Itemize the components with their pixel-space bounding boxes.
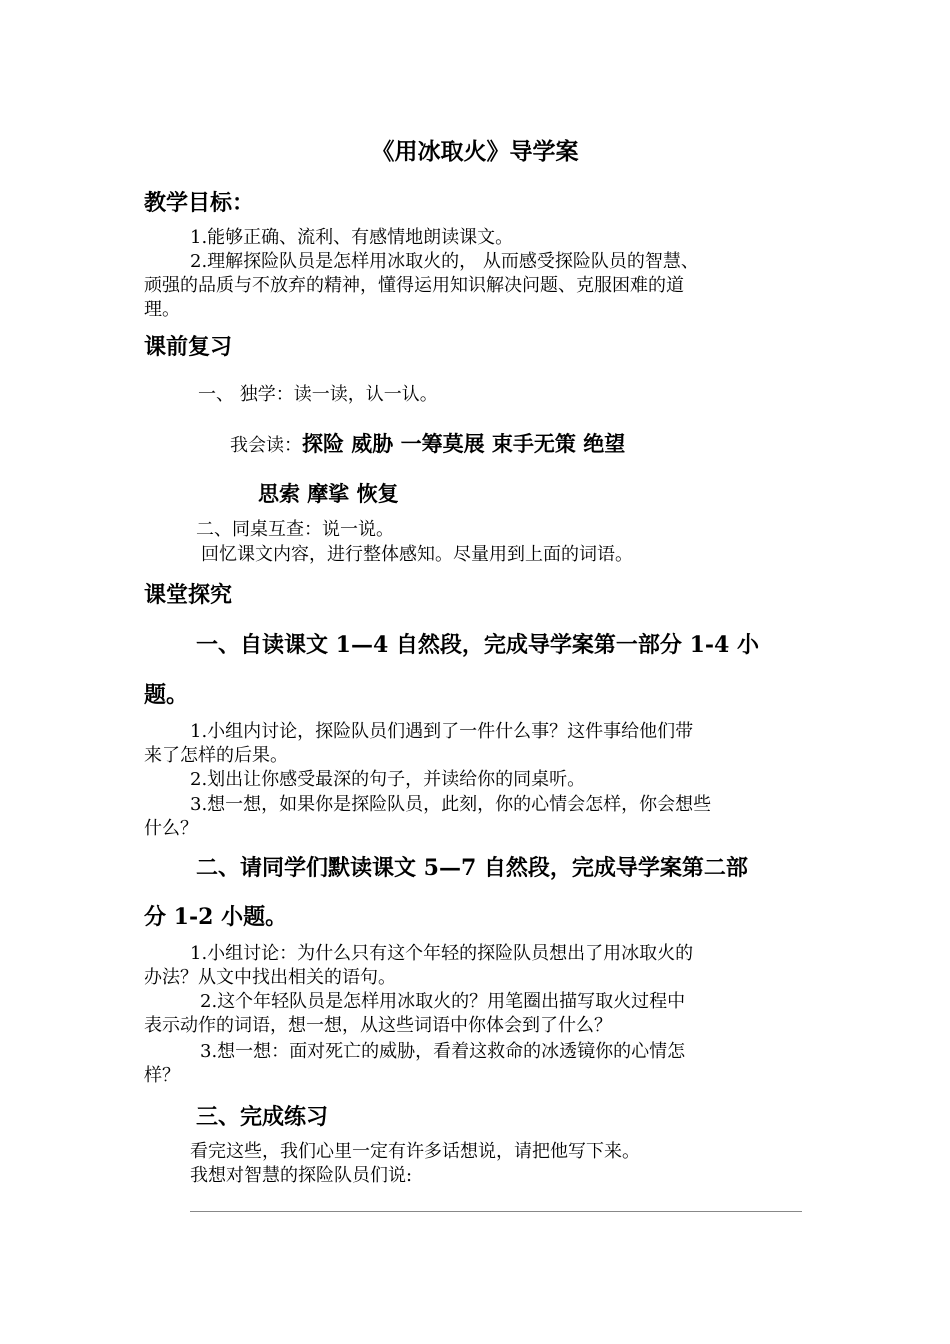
objectives-heading: 教学目标： xyxy=(144,191,255,216)
vocab-words-1: 探险 威胁 一筹莫展 束手无策 绝望 xyxy=(302,432,626,456)
objective-item-2-line-3: 理。 xyxy=(144,299,180,320)
part-3-line-2: 我想对智慧的探险队员们说: xyxy=(190,1165,413,1186)
objective-item-2-line-2: 顽强的品质与不放弃的精神，懂得运用知识解决问题、克服困难的道 xyxy=(144,275,684,296)
part-2-question-3-line-1: 3.想一想：面对死亡的威胁，看着这救命的冰透镜你的心情怎 xyxy=(200,1041,686,1062)
vocab-words-2: 思索 摩挲 恢复 xyxy=(258,482,399,506)
part-1-heading-line-2: 题。 xyxy=(144,682,189,708)
part-1-heading-line-1: 一、自读课文 1—4 自然段，完成导学案第一部分 1-4 小 xyxy=(196,632,759,658)
objective-item-2-line-1: 2.理解探险队员是怎样用冰取火的， 从而感受探险队员的智慧、 xyxy=(190,251,699,272)
vocab-label: 我会读： xyxy=(230,435,302,456)
part-1-question-1-line-2: 来了怎样的后果。 xyxy=(144,745,288,766)
part-2-question-2-line-2: 表示动作的词语，想一想，从这些词语中你体会到了什么？ xyxy=(144,1015,612,1036)
part-2-heading-line-1: 二、请同学们默读课文 5—7 自然段，完成导学案第二部 xyxy=(196,855,748,881)
review-step-2: 二、同桌互查：说一说。 xyxy=(196,519,394,540)
page-title: 《用冰取火》导学案 xyxy=(371,139,579,165)
part-3-heading: 三、完成练习 xyxy=(196,1105,329,1130)
part-2-heading-line-2: 分 1-2 小题。 xyxy=(144,904,288,930)
review-step-1: 一、 独学：读一读，认一认。 xyxy=(198,384,438,405)
part-1-question-1-line-1: 1.小组内讨论，探险队员们遇到了一件什么事？这件事给他们带 xyxy=(190,721,694,742)
part-1-question-2: 2.划出让你感受最深的句子，并读给你的同桌听。 xyxy=(190,769,586,790)
review-step-2-detail: 回忆课文内容，进行整体感知。尽量用到上面的词语。 xyxy=(201,544,633,565)
part-1-question-3-line-1: 3.想一想，如果你是探险队员，此刻，你的心情会怎样，你会想些 xyxy=(190,794,712,815)
part-1-question-3-line-2: 什么？ xyxy=(144,818,198,839)
vocab-line-2 xyxy=(258,478,399,508)
part-2-question-1-line-2: 办法？从文中找出相关的语句。 xyxy=(144,967,396,988)
part-2-question-1-line-1: 1.小组讨论：为什么只有这个年轻的探险队员想出了用冰取火的 xyxy=(190,943,694,964)
objective-item-1: 1.能够正确、流利、有感情地朗读课文。 xyxy=(190,227,514,248)
part-2-question-3-line-2: 样？ xyxy=(144,1065,180,1086)
explore-heading: 课堂探究 xyxy=(144,583,233,608)
part-2-question-2-line-1: 2.这个年轻队员是怎样用冰取火的？用笔圈出描写取火过程中 xyxy=(200,991,686,1012)
review-heading: 课前复习 xyxy=(144,335,233,360)
part-3-line-1: 看完这些，我们心里一定有许多话想说，请把他写下来。 xyxy=(190,1141,640,1162)
answer-line xyxy=(190,1211,802,1212)
vocab-line-1 xyxy=(230,428,625,458)
